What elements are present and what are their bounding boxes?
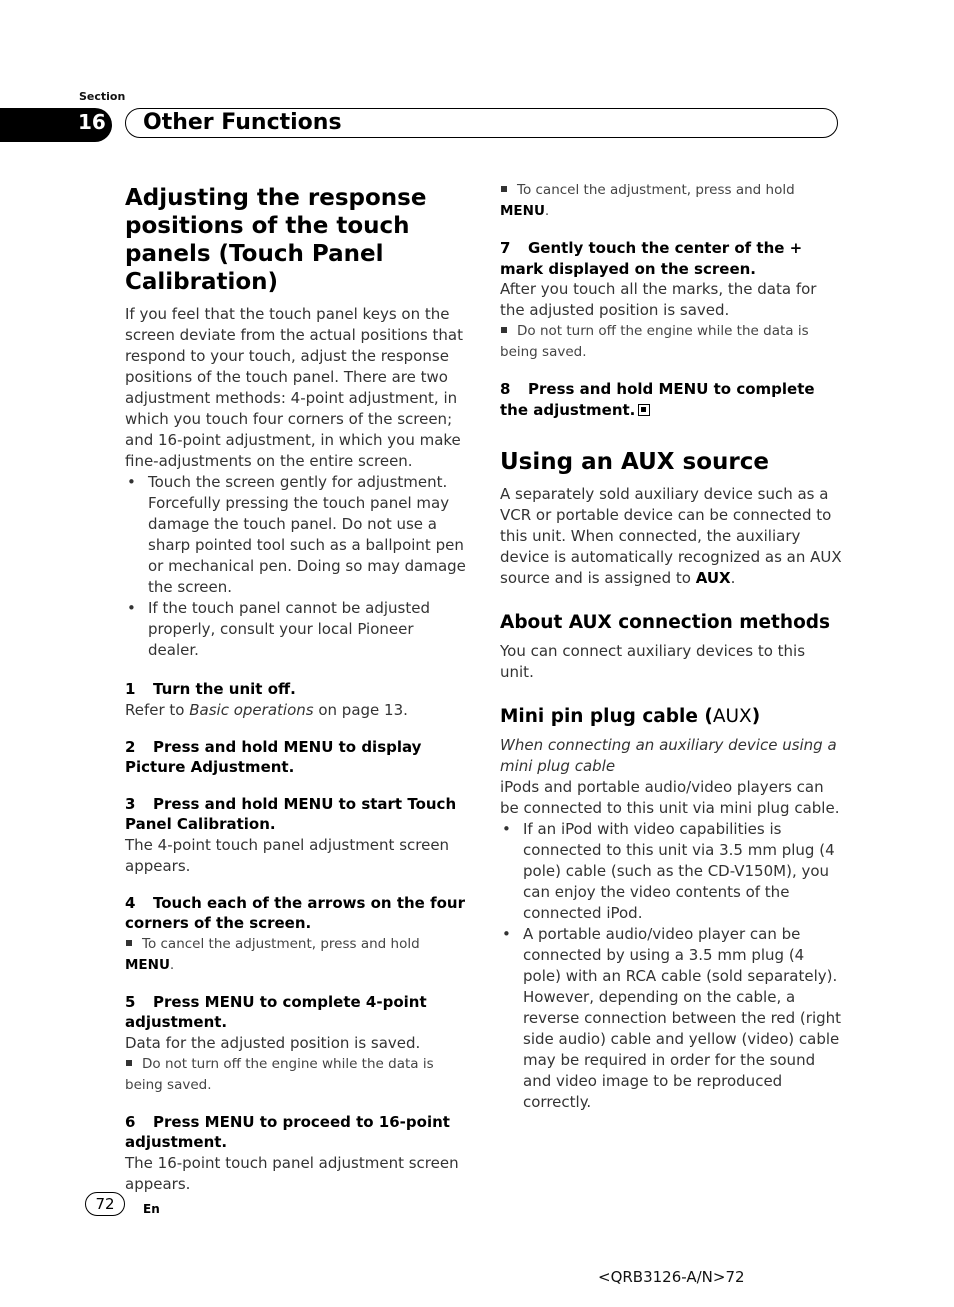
square-bullet-icon — [126, 1060, 132, 1066]
basic-operations-reference: Basic operations — [189, 700, 314, 719]
list-item: • If the touch panel cannot be adjusted properly, consult your local Pioneer dealer. — [127, 599, 430, 659]
bullet-icon: • — [127, 599, 136, 617]
bullet-icon: • — [127, 473, 136, 491]
square-bullet-icon — [501, 327, 507, 333]
step-6-body: The 16-point touch panel adjustment screen appears. — [125, 1153, 459, 1193]
section-number: 16 — [78, 110, 106, 134]
aux-methods-body: You can connect auxiliary devices to this unit. — [500, 642, 806, 681]
cancel-note: To cancel the adjustment, press and hold MENU. — [500, 182, 795, 219]
section-title: Other Functions — [143, 110, 342, 135]
step-7-heading: 7 Gently touch the center of the + mark displayed on the screen. — [500, 239, 803, 278]
step-5-note: Do not turn off the engine while the data is being saved. — [125, 1055, 434, 1093]
step-4-note: To cancel the adjustment, press and hold MENU. — [125, 935, 420, 973]
list-item: • If an iPod with video capabilities is connected to this unit via 3.5 mm plug (4 pole) cable (such as the CD-V150M), you can enjoy the video contents of the connected iPod. — [502, 820, 835, 922]
right-column — [500, 180, 842, 1113]
section-label: Section — [79, 90, 126, 103]
mini-plug-title: Mini pin plug cable (AUX) — [500, 706, 761, 727]
language-label: En — [143, 1202, 160, 1216]
list-item: • Touch the screen gently for adjustment. Forcefully pressing the touch panel may damage the touch panel. Do not use a sharp pointed tool such as a ballpoint pen or mechanical pen. Doing so may damage the screen. — [127, 473, 466, 596]
aux-methods-title: About AUX connection methods — [500, 612, 831, 633]
step-5-body: Data for the adjusted position is saved. — [125, 1033, 421, 1052]
bullet-icon: • — [502, 925, 511, 943]
step-7-body: After you touch all the marks, the data for the adjusted position is saved. — [500, 280, 817, 319]
mini-plug-list — [500, 819, 842, 1113]
mini-plug-body: iPods and portable audio/video players can be connected to this unit via mini plug cable. — [500, 778, 840, 817]
left-column — [125, 180, 467, 1195]
square-bullet-icon — [126, 940, 132, 946]
square-bullet-icon — [501, 186, 507, 192]
step-7-note: Do not turn off the engine while the data is being saved. — [500, 323, 809, 360]
step-3-heading: 3 Press and hold MENU to start Touch Panel Calibration. — [125, 794, 457, 833]
document-code: <QRB3126-A/N>72 — [598, 1268, 745, 1286]
page-title: Adjusting the response positions of the touch panels (Touch Panel Calibration) — [125, 185, 427, 295]
step-1-body: Refer to Basic operations on page 13. — [125, 700, 408, 719]
step-3-body: The 4-point touch panel adjustment screen appears. — [125, 835, 450, 875]
step-2-heading: 2 Press and hold MENU to display Picture Adjustment. — [125, 737, 422, 776]
step-1-heading: 1 Turn the unit off. — [125, 680, 296, 698]
list-item: • A portable audio/video player can be connected by using a 3.5 mm plug (4 pole) with an RCA cable (sold separately). However, depending on the cable, a reverse connection between the red (right side audio) cable and yellow (video) cable may be required in order for the sound and video image to be reproduced correctly. — [502, 925, 842, 1111]
mini-plug-subtitle: When connecting an auxiliary device using a mini plug cable — [500, 736, 837, 775]
step-4-heading: 4 Touch each of the arrows on the four corners of the screen. — [125, 893, 465, 932]
aux-section-title: Using an AUX source — [500, 449, 769, 475]
intro-paragraph: If you feel that the touch panel keys on the screen deviate from the actual positions that respond to your touch, adjust the response positions of the touch panel. There are two adjustment methods: 4-point adjustment, in which you touch four corners of the screen; and 16-point adjustment, in which you make fine-adjustments on the entire screen. — [125, 305, 463, 470]
step-5-heading: 5 Press MENU to complete 4-point adjustment. — [125, 992, 427, 1031]
step-6-heading: 6 Press MENU to proceed to 16-point adjustment. — [125, 1112, 450, 1151]
page-number: 72 — [95, 1195, 115, 1213]
step-8-heading: 8 Press and hold MENU to complete the adjustment. — [500, 380, 815, 419]
precaution-list — [125, 472, 467, 661]
end-mark-icon — [638, 404, 650, 416]
bullet-icon: • — [502, 820, 511, 838]
aux-intro: A separately sold auxiliary device such as a VCR or portable device can be connected to this unit. When connected, the auxiliary device is automatically recognized as an AUX source and is assigned to AUX. — [500, 485, 842, 587]
